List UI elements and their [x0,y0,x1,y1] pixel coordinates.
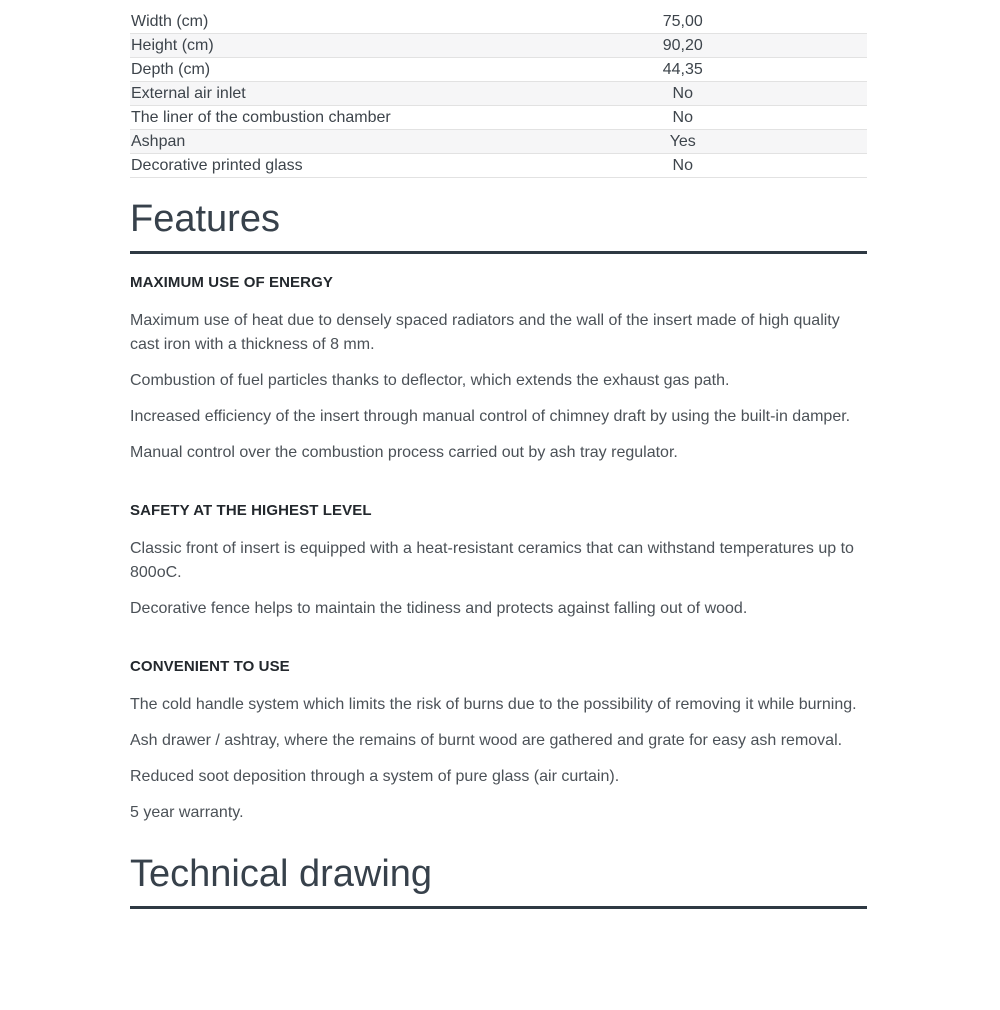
spec-row [130,106,867,130]
feature-paragraph: Maximum use of heat due to densely spaced radiators and the wall of the insert made of high quality cast iron with a thickness of 8 mm. [130,312,840,353]
feature-paragraph: The cold handle system which limits the risk of burns due to the possibility of removing it while burning. [130,696,857,713]
spec-value: No [672,156,693,174]
spec-value: 90,20 [662,36,703,54]
feature-section [130,657,867,825]
spec-table [130,10,867,178]
feature-section-heading: MAXIMUM USE OF ENERGY [130,274,333,291]
feature-section [130,501,867,621]
technical-drawing-heading: Technical drawing [130,853,433,895]
spec-label: Height (cm) [131,36,214,54]
spec-value: 44,35 [662,60,703,78]
spec-value: Yes [669,132,696,150]
spec-value: No [672,108,693,126]
feature-section-heading: SAFETY AT THE HIGHEST LEVEL [130,502,372,519]
spec-row [130,82,867,106]
feature-paragraph: Combustion of fuel particles thanks to deflector, which extends the exhaust gas path. [130,372,730,389]
spec-row [130,154,867,178]
feature-paragraph: Reduced soot deposition through a system of pure glass (air curtain). [130,768,620,785]
spec-row [130,34,867,58]
spec-label: Decorative printed glass [131,156,303,174]
feature-paragraph: Increased efficiency of the insert through manual control of chimney draft by using the built-in damper. [130,408,851,425]
feature-paragraph: Ash drawer / ashtray, where the remains of burnt wood are gathered and grate for easy ash removal. [130,732,843,749]
feature-paragraph: Manual control over the combustion process carried out by ash tray regulator. [130,444,678,461]
spec-value: No [672,84,693,102]
spec-label: Width (cm) [131,12,209,30]
spec-value: 75,00 [662,12,703,30]
spec-label: Depth (cm) [131,60,211,78]
spec-row [130,58,867,82]
technical-drawing-divider [130,906,867,909]
feature-paragraph: Decorative fence helps to maintain the tidiness and protects against falling out of wood. [130,600,748,617]
feature-section-heading: CONVENIENT TO USE [130,658,290,675]
feature-section [130,273,867,465]
spec-label: Ashpan [131,132,186,150]
feature-paragraph: 5 year warranty. [130,804,244,821]
features-heading: Features [130,198,280,240]
spec-label: The liner of the combustion chamber [131,108,391,126]
spec-label: External air inlet [131,84,246,102]
product-details-content [130,10,867,909]
features-sections [130,254,867,825]
feature-paragraph: Classic front of insert is equipped with a heat-resistant ceramics that can withstand temperatures up to 800oC. [130,540,854,581]
spec-row [130,10,867,34]
spec-row [130,130,867,154]
